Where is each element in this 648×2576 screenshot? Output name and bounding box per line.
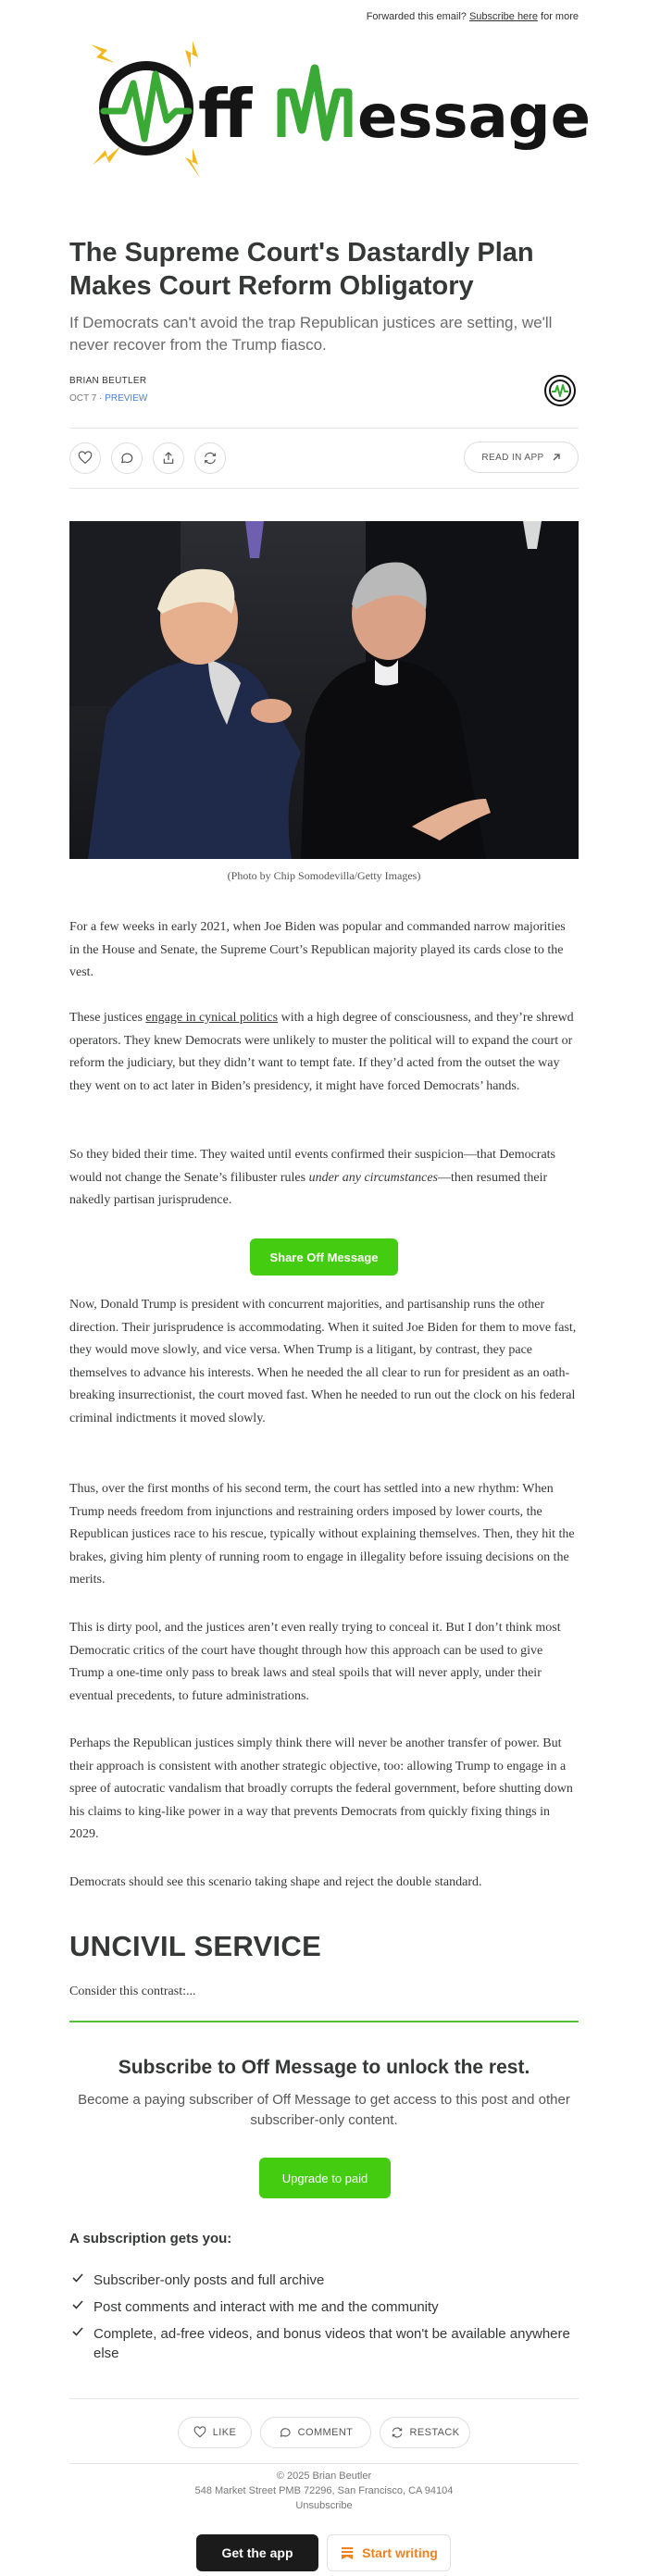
unsubscribe-link[interactable]: Unsubscribe [295,2500,353,2511]
footer-address: 548 Market Street PMB 72296, San Francisco, CA 94104 [194,2485,454,2496]
divider [69,2398,579,2399]
comment-icon [119,451,134,466]
comment-icon [279,2426,292,2439]
body-paragraph: Perhaps the Republican justices simply think there will never be another transfer of power. But their approach is consistent with another strategic objective, too: allowing Trump to engage in a spree of autocratic vandalism that broadly corrupts the federal government, before shutting down his claims to king-like power in a way that prevents Democrats from quickly fixing things in 2029. [69,1736,573,1841]
start-writing-button[interactable]: Start writing [327,2534,451,2571]
publication-avatar[interactable] [544,375,576,406]
read-in-app-button[interactable]: READ IN APP [464,442,579,473]
share-icon [161,451,176,466]
section-heading: UNCIVIL SERVICE [69,1930,322,1962]
benefit-item: Subscriber-only posts and full archive [69,2271,579,2290]
subscribe-link[interactable]: Subscribe here [468,11,538,22]
paywall-divider [69,2021,579,2022]
meta-separator: · [96,393,106,404]
comment-pill-button[interactable]: COMMENT [260,2417,371,2448]
logo-text-ff: ff [198,75,253,153]
benefit-item: Post comments and interact with me and the community [69,2297,579,2317]
body-paragraph: For a few weeks in early 2021, when Joe Biden was popular and commanded narrow majorities in the House and Senate, the Supreme Court’s Republican majority played its cards close to the vest. [69,920,566,979]
share-button[interactable] [153,442,184,474]
post-subtitle: If Democrats can't avoid the trap Republican justices are setting, we'll never recover from the Trump fiasco. [69,314,553,354]
bolt-icon [185,41,198,68]
body-paragraph: Thus, over the first months of his second term, the court has settled into a new rhythm: When Trump needs freedom from injunctions and restraining orders imposed by lower courts, the Republican justices race to his rescue, typically without explaining themselves. Then, they hit the brakes, giving him plenty of running room to engage in illegality before issuing decisions on the merits. [69,1482,575,1587]
comment-button[interactable] [111,442,143,474]
divider [69,428,579,429]
restack-pill-button[interactable]: RESTACK [380,2417,470,2448]
body-paragraph: This is dirty pool, and the justices aren’t even really trying to conceal it. But I don’t think most Democratic critics of the court have thought through how this approach can be used to give Trump a one-time only pass to break laws and steal spoils that will never apply, under their eventual precedents, to future administrations. [69,1621,561,1703]
body-paragraph: So they bided their time. They waited until events confirmed their suspicion—that Democrats would not change the Senate’s filibuster rules under any circumstances—then resumed their nakedly partisan jurisprudence. [69,1148,556,1207]
post-meta [69,393,579,404]
benefit-item: Complete, ad-free videos, and bonus videos that won't be available anywhere else [69,2324,579,2363]
body-paragraph: Democrats should see this scenario taking shape and reject the double standard. [69,1875,482,1889]
upgrade-to-paid-button[interactable]: Upgrade to paid [259,2158,391,2198]
paywall-title: Subscribe to Off Message to unlock the rest. [118,2057,530,2078]
logo-text-essage: essage [357,83,591,152]
share-off-message-button[interactable]: Share Off Message [250,1238,398,1276]
check-icon [71,2271,84,2284]
hero-photo[interactable] [69,521,579,859]
restack-icon [391,2426,404,2439]
photo-caption: (Photo by Chip Somodevilla/Getty Images) [227,869,421,882]
trump-roberts-photo [69,521,579,859]
cynical-politics-link[interactable]: engage in cynical politics [145,1011,279,1025]
check-icon [71,2325,84,2338]
substack-icon [340,2545,355,2560]
restack-icon [203,451,218,466]
logo-m-heartbeat [281,68,348,137]
benefits-heading: A subscription gets you: [69,2231,232,2246]
get-the-app-button[interactable]: Get the app [196,2534,318,2571]
footer-copyright: © 2025 Brian Beutler [276,2470,372,2482]
restack-button[interactable] [194,442,226,474]
arrow-up-right-icon [552,453,561,462]
bolt-icon [91,44,115,63]
divider [69,2463,579,2464]
body-paragraph: These justices engage in cynical politics with a high degree of consciousness, and they’re shrewd operators. They knew Democrats were unlikely to muster the political will to expand the court or reform the judiciary, but they didn’t want to tempt fate. If they’d acted from the outset the way they went on to act later in Biden’s presidency, it might have forced Democrats’ hands. [69,1011,574,1093]
off-message-logo[interactable] [83,37,591,180]
post-title[interactable]: The Supreme Court's Dastardly Plan Makes Court Reform Obligatory [69,238,534,301]
body-paragraph: Now, Donald Trump is president with concurrent majorities, and partisanship runs the other direction. Their jurisprudence is accommodating. When it suited Joe Biden for them to move fast, they would move slowly, and vice versa. When Trump is a litigant, by contrast, they pace themselves to advance his interests. When he needed the all clear to run for president as an oath-breaking insurrectionist, the court moved fast. When he needed to run out the clock on his federal criminal indictments it moved slowly. [69,1298,577,1425]
author-name[interactable]: BRIAN BEUTLER [69,376,147,386]
like-button[interactable] [69,442,101,474]
heart-icon [78,451,93,466]
like-pill-button[interactable]: LIKE [178,2417,252,2448]
post-date: OCT 7 [69,393,97,404]
body-paragraph: Consider this contrast:... [69,1985,196,1998]
forward-line: Forwarded this email? Subscribe here for more [366,11,579,22]
divider [69,488,579,489]
check-icon [71,2298,84,2311]
avatar-heartbeat-icon [546,377,574,404]
heart-icon [193,2426,206,2439]
bolt-icon [93,146,120,165]
paywall-subtitle: Become a paying subscriber of Off Message to get access to this post and other subscriber-only content. [78,2092,570,2128]
preview-label: PREVIEW [105,393,148,404]
